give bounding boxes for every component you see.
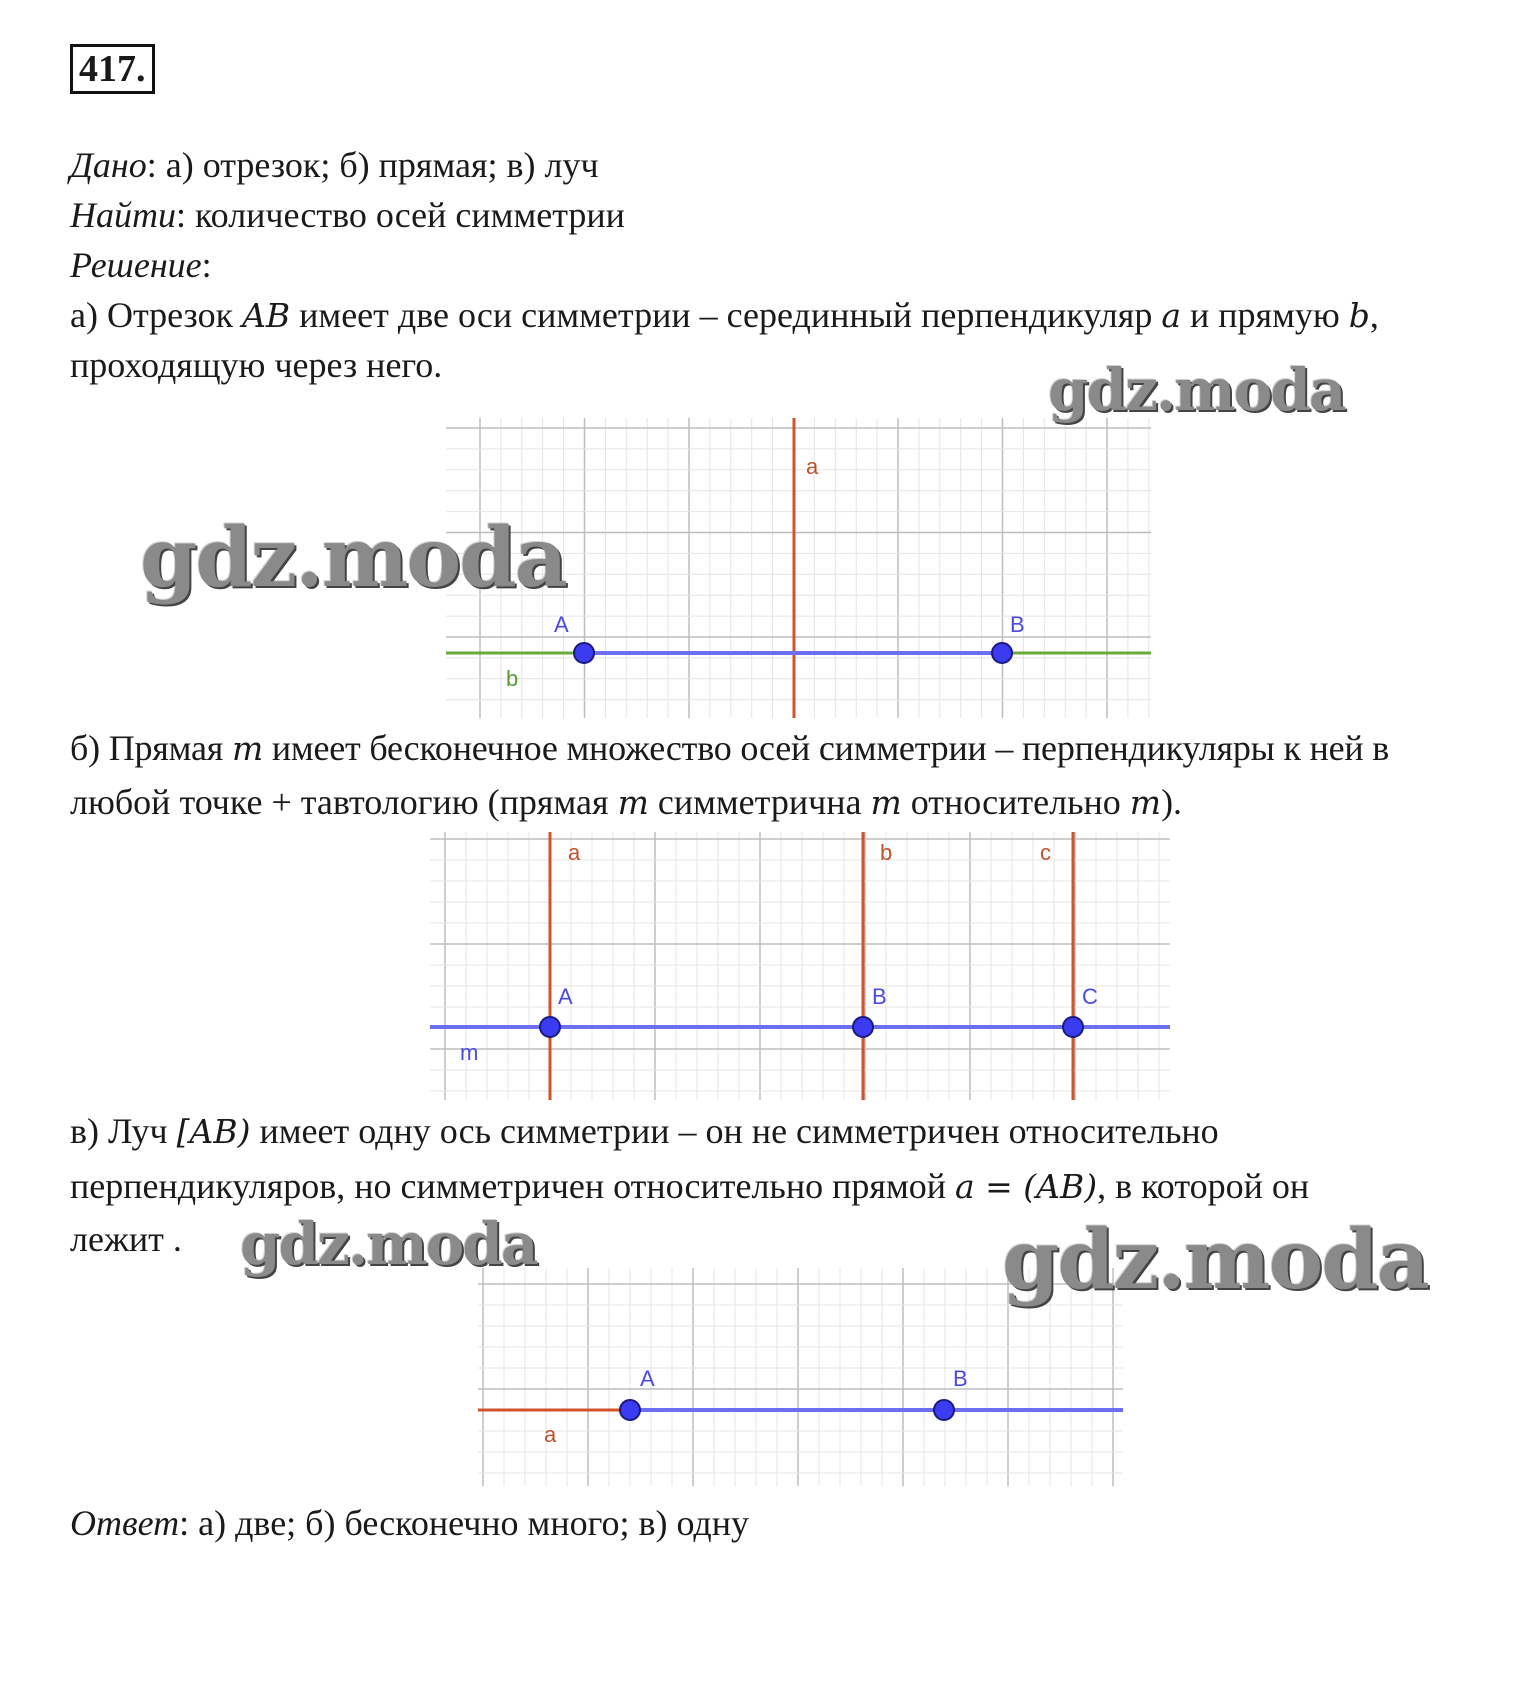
problem-number: 417. (70, 44, 155, 94)
part-a-line-1 (70, 294, 1379, 337)
solution-line (70, 244, 212, 286)
math-a: a (1161, 296, 1182, 335)
label-point-b: B (953, 1366, 968, 1391)
point-a (574, 643, 594, 663)
math-m: m (870, 783, 902, 822)
math-m: m (231, 729, 264, 768)
label-point-b: B (872, 984, 887, 1009)
part-b-text: любой точке + тавтологию (прямая (70, 782, 618, 822)
part-c-line-1 (70, 1110, 1219, 1153)
math-b: b (1348, 296, 1370, 335)
part-b-text: симметрична (648, 782, 871, 822)
part-b-text: относительно (901, 782, 1130, 822)
figure-line-axes (430, 832, 1170, 1100)
label-point-a: A (558, 984, 573, 1009)
label-point-c: C (1082, 984, 1098, 1009)
part-a-text: имеет две оси симметрии – серединный перпендикуляр (290, 295, 1162, 335)
label-b: b (880, 840, 893, 865)
point-a (620, 1400, 640, 1420)
watermark: gdz.moda (240, 1210, 537, 1278)
part-c-line-2 (70, 1165, 1309, 1208)
watermark: gdz.moda (140, 510, 566, 606)
part-b-line-1 (70, 727, 1389, 770)
part-c-text: перпендикуляров, но симметричен относительно прямой (70, 1166, 955, 1206)
watermark: gdz.moda (1002, 1212, 1428, 1308)
label-a: a (544, 1422, 557, 1447)
math-ray-ab: [AB) (176, 1112, 251, 1151)
grid (430, 832, 1170, 1100)
find-line (70, 194, 625, 236)
solution-text: : (201, 245, 212, 285)
label-a: a (806, 454, 819, 479)
math-m: m (1129, 783, 1162, 822)
point-c (1063, 1017, 1083, 1037)
find-text: : количество осей симметрии (176, 195, 625, 235)
answer-label: Ответ (70, 1503, 180, 1543)
part-b-text: б) Прямая (70, 728, 232, 768)
label-point-b: B (1010, 612, 1025, 637)
point-b (853, 1017, 873, 1037)
part-a-text: и прямую (1181, 295, 1349, 335)
part-b-text: ). (1161, 782, 1183, 822)
label-point-a: A (640, 1366, 655, 1391)
point-b (934, 1400, 954, 1420)
part-a-line-2: проходящую через него. (70, 345, 443, 385)
label-point-a: A (554, 612, 569, 637)
part-c-text: имеет одну ось симметрии – он не симметричен относительно (250, 1111, 1219, 1151)
part-c-text: , в которой он (1097, 1166, 1310, 1206)
part-b-line-2 (70, 781, 1182, 824)
part-c-line-3: лежит . (70, 1219, 182, 1259)
label-a: a (568, 840, 581, 865)
given-label: Дано (70, 145, 147, 185)
math-a-eq-ab: a = (AB) (955, 1167, 1098, 1206)
answer-text: : а) две; б) бесконечно много; в) одну (179, 1503, 750, 1543)
part-b-text: имеет бесконечное множество осей симметрии – перпендикуляры к ней в (263, 728, 1390, 768)
watermark: gdz.moda (1048, 356, 1345, 424)
math-ab: AB (242, 296, 291, 335)
label-c: c (1040, 840, 1051, 865)
part-a-text: , (1369, 295, 1379, 335)
label-b: b (506, 666, 519, 691)
point-b (992, 643, 1012, 663)
label-m: m (460, 1040, 479, 1065)
answer-line (70, 1502, 749, 1544)
find-label: Найти (70, 195, 176, 235)
point-a (540, 1017, 560, 1037)
part-c-text: в) Луч (70, 1111, 177, 1151)
part-a-text: а) Отрезок (70, 295, 243, 335)
given-text: : а) отрезок; б) прямая; в) луч (146, 145, 599, 185)
math-m: m (617, 783, 649, 822)
given-line (70, 144, 599, 186)
solution-label: Решение (70, 245, 202, 285)
